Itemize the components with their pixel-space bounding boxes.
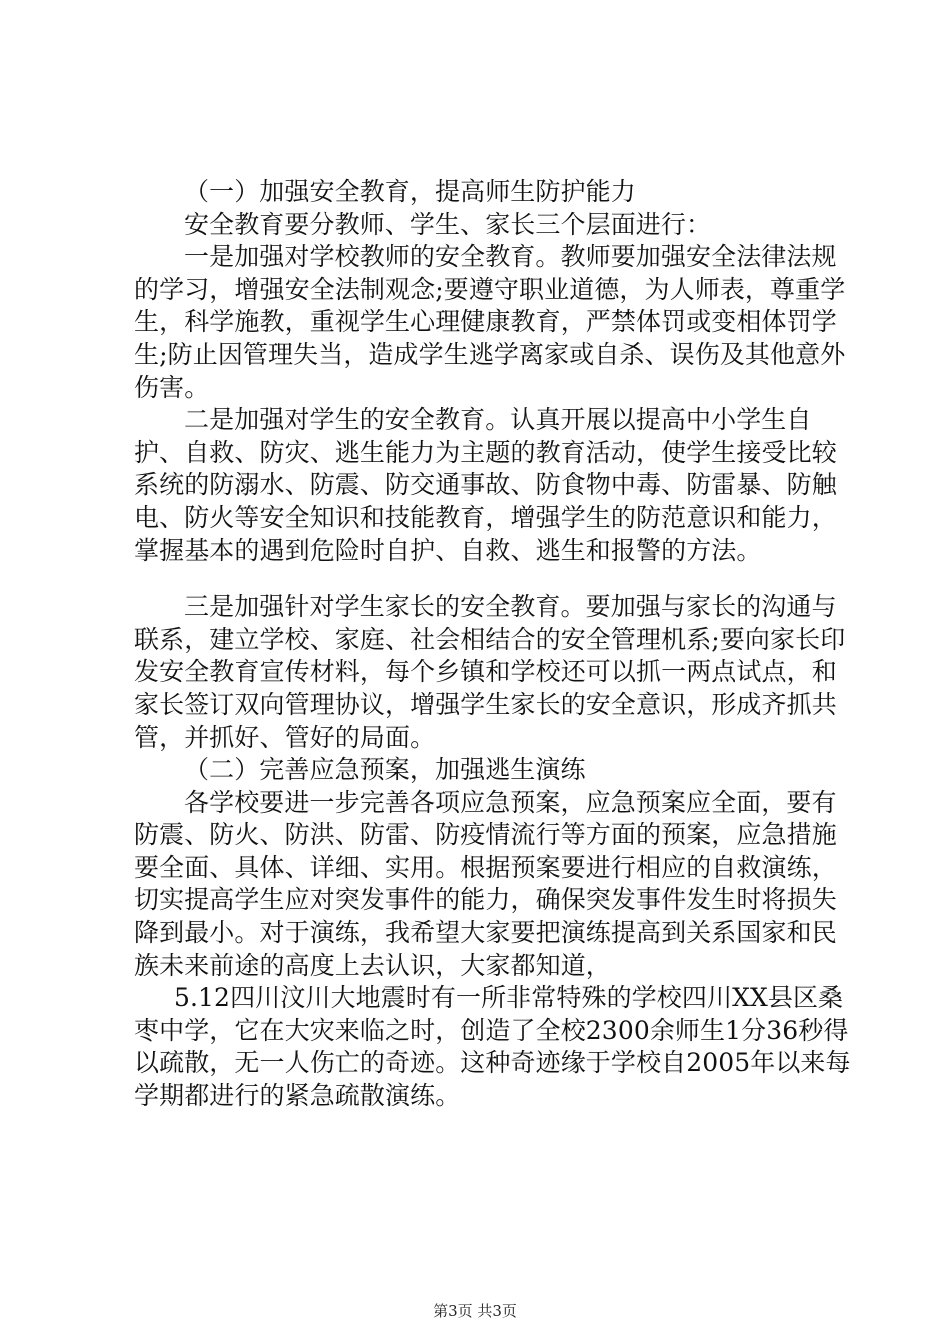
paragraph-intro: 安全教育要分教师、学生、家长三个层面进行：	[184, 209, 712, 239]
page-number-footer: 第3页 共3页	[433, 1302, 517, 1320]
paragraph-parent-education: 三是加强针对学生家长的安全教育。要加强与家长的沟通与联系，建立学校、家庭、社会相结合的安全管理机系;要向家长印发安全教育宣传材料，每个乡镇和学校还可以抓一两点试点，和家长签订双向管理协议，增强学生家长的安全意识，形成齐抓共管，并抓好、管好的局面。	[134, 592, 846, 752]
paragraph-emergency-plan: 各学校要进一步完善各项应急预案，应急预案应全面，要有防震、防火、防洪、防雷、防疫情流行等方面的预案，应急措施要全面、具体、详细、实用。根据预案要进行相应的自救演练，切实提高学生应对突发事件的能力，确保突发事件发生时将损失降到最小。对于演练，我希望大家要把演练提高到关系国家和民族未来前途的高度上去认识，大家都知道，	[134, 787, 837, 980]
section-heading-2: （二）完善应急预案，加强逃生演练	[184, 755, 586, 785]
document-body	[134, 176, 854, 1113]
paragraph-teacher-education: 一是加强对学校教师的安全教育。教师要加强安全法律法规的学习，增强安全法制观念;要遵守职业道德，为人师表，尊重学生，科学施教，重视学生心理健康教育，严禁体罚或变相体罚学生;防止因管理失当，造成学生逃学离家或自杀、误伤及其他意外伤害。	[134, 242, 846, 402]
section-heading-1: （一）加强安全教育，提高师生防护能力	[184, 177, 636, 206]
paragraph-sangzao-example: 5.12四川汶川大地震时有一所非常特殊的学校四川XX县区桑枣中学，它在大灾来临之时，创造了全校2300余师生1分36秒得以疏散，无一人伤亡的奇迹。这种奇迹缘于学校自2005年以来每学期都进行的紧急疏散演练。	[134, 983, 851, 1111]
paragraph-student-education: 二是加强对学生的安全教育。认真开展以提高中小学生自护、自救、防灾、逃生能力为主题的教育活动，使学生接受比较系统的防溺水、防震、防交通事故、防食物中毒、防雷暴、防触电、防火等安全知识和技能教育，增强学生的防范意识和能力，掌握基本的遇到危险时自护、自救、逃生和报警的方法。	[134, 405, 837, 565]
